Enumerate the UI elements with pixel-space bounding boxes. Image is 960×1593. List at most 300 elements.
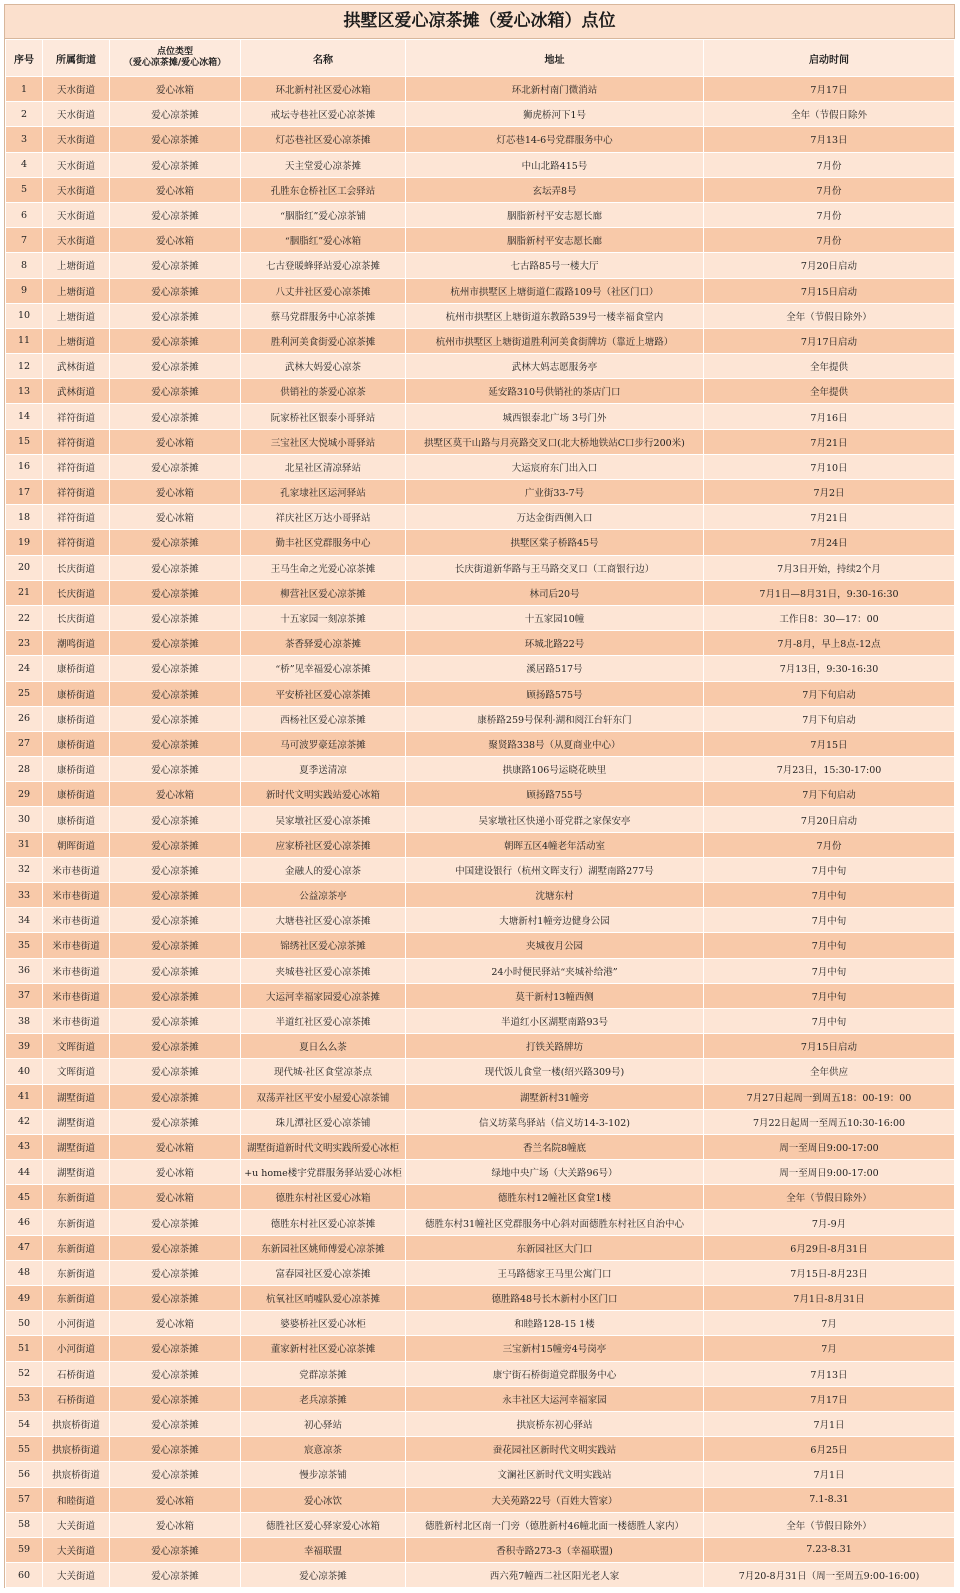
cell-address: 拱宸桥东初心驿站 — [406, 1411, 704, 1436]
cell-name: 幸福联盟 — [241, 1537, 406, 1562]
header-seq: 序号 — [6, 40, 43, 77]
cell-start-time: 全年（节假日除外） — [704, 1185, 955, 1210]
cell-seq: 21 — [6, 580, 43, 605]
cell-type: 爱心凉茶摊 — [110, 1109, 241, 1134]
table-row — [6, 505, 955, 530]
cell-seq: 36 — [6, 958, 43, 983]
cell-start-time: 7.1-8.31 — [704, 1487, 955, 1512]
table-row — [6, 354, 955, 379]
cell-street: 石桥街道 — [43, 1386, 110, 1411]
cell-street: 康桥街道 — [43, 681, 110, 706]
cell-start-time: 7月-9月 — [704, 1210, 955, 1235]
cell-street: 大关街道 — [43, 1563, 110, 1588]
table-body — [6, 77, 955, 1588]
cell-start-time: 工作日8：30—17：00 — [704, 605, 955, 630]
table-row — [6, 1462, 955, 1487]
cell-type: 爱心凉茶摊 — [110, 681, 241, 706]
cell-address: 和睦路128-15 1楼 — [406, 1311, 704, 1336]
cell-type: 爱心凉茶摊 — [110, 303, 241, 328]
cell-type: 爱心凉茶摊 — [110, 253, 241, 278]
cell-street: 潮鸣街道 — [43, 631, 110, 656]
table-row — [6, 1260, 955, 1285]
cell-street: 天水街道 — [43, 102, 110, 127]
cell-address: 万达金街西侧入口 — [406, 505, 704, 530]
cell-seq: 52 — [6, 1361, 43, 1386]
cell-seq: 60 — [6, 1563, 43, 1588]
cell-street: 康桥街道 — [43, 757, 110, 782]
table-row — [6, 1210, 955, 1235]
cell-start-time: 7月27日起周一到周五18：00-19：00 — [704, 1084, 955, 1109]
cell-address: 长庆街道新华路与王马路交叉口（工商银行边） — [406, 555, 704, 580]
cell-address: 广业街33-7号 — [406, 480, 704, 505]
table-row — [6, 454, 955, 479]
cell-name: 十五家园一刻凉茶摊 — [241, 605, 406, 630]
cell-name: 勤丰社区党群服务中心 — [241, 530, 406, 555]
cell-name: 胜利河美食街爱心凉茶摊 — [241, 328, 406, 353]
cell-seq: 23 — [6, 631, 43, 656]
cell-seq: 35 — [6, 933, 43, 958]
cell-seq: 10 — [6, 303, 43, 328]
cell-type: 爱心凉茶摊 — [110, 1437, 241, 1462]
cell-start-time: 7月1日-8月31日 — [704, 1286, 955, 1311]
cell-type: 爱心凉茶摊 — [110, 631, 241, 656]
cell-address: 德胜新村北区南一门旁（德胜新村46幢北面一楼德胜人家内） — [406, 1512, 704, 1537]
cell-type: 爱心凉茶摊 — [110, 731, 241, 756]
cell-street: 和睦街道 — [43, 1487, 110, 1512]
cell-start-time: 全年提供 — [704, 379, 955, 404]
cell-name: 三宝社区大悦城小哥驿站 — [241, 429, 406, 454]
cell-seq: 58 — [6, 1512, 43, 1537]
cell-type: 爱心凉茶摊 — [110, 1563, 241, 1588]
cell-name: 夹城巷社区爱心凉茶摊 — [241, 958, 406, 983]
cell-address: 七古路85号一楼大厅 — [406, 253, 704, 278]
cell-address: 延安路310号供销社的茶店门口 — [406, 379, 704, 404]
cell-street: 石桥街道 — [43, 1361, 110, 1386]
cell-address: 拱墅区棠子桥路45号 — [406, 530, 704, 555]
cell-address: 香积寺路273-3（幸福联盟) — [406, 1537, 704, 1562]
cell-name: 婆婆桥社区爱心冰柜 — [241, 1311, 406, 1336]
cell-address: 中国建设银行（杭州文晖支行）湖墅南路277号 — [406, 857, 704, 882]
cell-start-time: 7月下旬启动 — [704, 782, 955, 807]
cell-type: 爱心凉茶摊 — [110, 706, 241, 731]
cell-start-time: 7月20日启动 — [704, 253, 955, 278]
table-row — [6, 681, 955, 706]
cell-type: 爱心冰箱 — [110, 1311, 241, 1336]
cell-seq: 30 — [6, 807, 43, 832]
cell-street: 拱宸桥街道 — [43, 1437, 110, 1462]
cell-name: 蔡马党群服务中心凉茶摊 — [241, 303, 406, 328]
table-row — [6, 328, 955, 353]
cell-start-time: 全年供应 — [704, 1059, 955, 1084]
cell-address: 胭脂新村平安志愿长廊 — [406, 228, 704, 253]
cell-street: 天水街道 — [43, 177, 110, 202]
cell-street: 长庆街道 — [43, 605, 110, 630]
cell-address: 东新园社区大门口 — [406, 1235, 704, 1260]
table-row — [6, 202, 955, 227]
table-row — [6, 1537, 955, 1562]
cell-type: 爱心冰箱 — [110, 782, 241, 807]
cell-street: 拱宸桥街道 — [43, 1411, 110, 1436]
cell-start-time: 7月23日，15:30-17:00 — [704, 757, 955, 782]
cell-start-time: 7月份 — [704, 832, 955, 857]
cell-type: 爱心凉茶摊 — [110, 354, 241, 379]
cell-name: 孔家埭社区运河驿站 — [241, 480, 406, 505]
cell-address: 朝晖五区4幢老年活动室 — [406, 832, 704, 857]
cell-type: 爱心冰箱 — [110, 505, 241, 530]
cell-start-time: 7月份 — [704, 177, 955, 202]
cell-seq: 41 — [6, 1084, 43, 1109]
cell-seq: 2 — [6, 102, 43, 127]
cell-start-time: 7月15日启动 — [704, 1034, 955, 1059]
cell-start-time: 6月29日-8月31日 — [704, 1235, 955, 1260]
cell-start-time: 7月下旬启动 — [704, 681, 955, 706]
cell-street: 大关街道 — [43, 1512, 110, 1537]
cell-name: 王马生命之光爱心凉茶摊 — [241, 555, 406, 580]
cell-address: 康宁街石桥街道党群服务中心 — [406, 1361, 704, 1386]
cell-name: 戒坛寺巷社区爱心凉茶摊 — [241, 102, 406, 127]
table-row — [6, 152, 955, 177]
table-row — [6, 832, 955, 857]
cell-start-time: 周一至周日9:00-17:00 — [704, 1134, 955, 1159]
cell-seq: 50 — [6, 1311, 43, 1336]
cell-seq: 3 — [6, 127, 43, 152]
cell-name: “桥”见幸福爱心凉茶摊 — [241, 656, 406, 681]
cell-seq: 1 — [6, 77, 43, 102]
cell-seq: 26 — [6, 706, 43, 731]
cell-name: 吴家墩社区爱心凉茶摊 — [241, 807, 406, 832]
cell-address: 灯芯巷14-6号党群服务中心 — [406, 127, 704, 152]
cell-start-time: 7月-8月，早上8点-12点 — [704, 631, 955, 656]
cell-start-time: 7月20日启动 — [704, 807, 955, 832]
cell-seq: 11 — [6, 328, 43, 353]
cell-type: 爱心凉茶摊 — [110, 1260, 241, 1285]
table-row — [6, 1563, 955, 1588]
cell-address: 三宝新村15幢旁4号岗亭 — [406, 1336, 704, 1361]
cell-address: 沈塘东村 — [406, 883, 704, 908]
cell-type: 爱心凉茶摊 — [110, 127, 241, 152]
cell-type: 爱心冰箱 — [110, 228, 241, 253]
cell-name: 宸意凉茶 — [241, 1437, 406, 1462]
table-row — [6, 1311, 955, 1336]
table-row — [6, 77, 955, 102]
table-row — [6, 1411, 955, 1436]
cell-type: 爱心凉茶摊 — [110, 328, 241, 353]
cell-address: 康桥路259号保利·湖和阅江台轩东门 — [406, 706, 704, 731]
table-row — [6, 757, 955, 782]
cell-street: 湖墅街道 — [43, 1109, 110, 1134]
cell-type: 爱心凉茶摊 — [110, 807, 241, 832]
table-row — [6, 303, 955, 328]
cell-street: 康桥街道 — [43, 782, 110, 807]
cell-name: 夏季送清凉 — [241, 757, 406, 782]
table-row — [6, 857, 955, 882]
cell-type: 爱心冰箱 — [110, 1487, 241, 1512]
cell-address: 西六苑7幢西二社区阳光老人家 — [406, 1563, 704, 1588]
cell-address: 永丰社区大运河幸福家园 — [406, 1386, 704, 1411]
cell-type: 爱心凉茶摊 — [110, 454, 241, 479]
cell-seq: 43 — [6, 1134, 43, 1159]
cell-type: 爱心冰箱 — [110, 1512, 241, 1537]
cell-start-time: 7月10日 — [704, 454, 955, 479]
cell-start-time: 7月下旬启动 — [704, 706, 955, 731]
cell-address: 王马路德家王马里公寓门口 — [406, 1260, 704, 1285]
table-row — [6, 1437, 955, 1462]
table-row — [6, 555, 955, 580]
cell-start-time: 7月1日 — [704, 1462, 955, 1487]
cell-name: 北星社区清凉驿站 — [241, 454, 406, 479]
table-row — [6, 1160, 955, 1185]
cell-street: 东新街道 — [43, 1260, 110, 1285]
cell-name: 武林大妈爱心凉茶 — [241, 354, 406, 379]
cell-street: 天水街道 — [43, 127, 110, 152]
cell-type: 爱心凉茶摊 — [110, 152, 241, 177]
cell-address: 大运宸府东门出入口 — [406, 454, 704, 479]
cell-address: 溪居路517号 — [406, 656, 704, 681]
cell-street: 祥符街道 — [43, 404, 110, 429]
cell-start-time: 7月1日—8月31日，9:30-16:30 — [704, 580, 955, 605]
cell-name: 珠儿潭社区爱心凉茶铺 — [241, 1109, 406, 1134]
table-row — [6, 883, 955, 908]
cell-street: 大关街道 — [43, 1537, 110, 1562]
table-row — [6, 480, 955, 505]
cell-name: 杭氧社区哨嘘队爱心凉茶摊 — [241, 1286, 406, 1311]
table-row — [6, 404, 955, 429]
cell-name: 新时代文明实践站爱心冰箱 — [241, 782, 406, 807]
cell-start-time: 7月1日 — [704, 1411, 955, 1436]
cell-street: 米市巷街道 — [43, 1008, 110, 1033]
cell-name: 茶香驿爱心凉茶摊 — [241, 631, 406, 656]
cell-address: 德胜路48号长木新村小区门口 — [406, 1286, 704, 1311]
cell-seq: 6 — [6, 202, 43, 227]
cell-type: 爱心凉茶摊 — [110, 1336, 241, 1361]
cell-seq: 33 — [6, 883, 43, 908]
cell-street: 米市巷街道 — [43, 908, 110, 933]
cell-type: 爱心凉茶摊 — [110, 958, 241, 983]
cell-seq: 53 — [6, 1386, 43, 1411]
cell-type: 爱心凉茶摊 — [110, 1235, 241, 1260]
cell-type: 爱心凉茶摊 — [110, 580, 241, 605]
cell-seq: 45 — [6, 1185, 43, 1210]
cell-seq: 25 — [6, 681, 43, 706]
cell-start-time: 7月21日 — [704, 505, 955, 530]
cell-address: 顾扬路575号 — [406, 681, 704, 706]
cell-type: 爱心凉茶摊 — [110, 555, 241, 580]
table-row — [6, 1008, 955, 1033]
cell-name: 老兵凉茶摊 — [241, 1386, 406, 1411]
cell-address: 杭州市拱墅区上塘街道胜利河美食街牌坊（靠近上塘路） — [406, 328, 704, 353]
cell-name: “胭脂红”爱心凉茶铺 — [241, 202, 406, 227]
table-row — [6, 228, 955, 253]
header-street: 所属街道 — [43, 40, 110, 77]
cell-street: 天水街道 — [43, 228, 110, 253]
cell-street: 康桥街道 — [43, 807, 110, 832]
cell-address: 玄坛弄8号 — [406, 177, 704, 202]
header-type-line2: （爱心凉茶摊/爱心冰箱） — [123, 58, 227, 68]
cell-street: 长庆街道 — [43, 580, 110, 605]
cell-street: 米市巷街道 — [43, 958, 110, 983]
cell-address: 杭州市拱墅区上塘街道东教路539号一楼幸福食堂内 — [406, 303, 704, 328]
table-row — [6, 958, 955, 983]
cell-street: 米市巷街道 — [43, 857, 110, 882]
cell-start-time: 7月15日-8月23日 — [704, 1260, 955, 1285]
cell-address: 德胜东村31幢社区党群服务中心斜对面德胜东村社区自治中心 — [406, 1210, 704, 1235]
table-title: 拱墅区爱心凉茶摊（爱心冰箱）点位 — [5, 5, 954, 39]
table-row — [6, 1336, 955, 1361]
cell-address: 胭脂新村平安志愿长廊 — [406, 202, 704, 227]
table-row — [6, 1034, 955, 1059]
cell-address: 莫干新村13幢西侧 — [406, 983, 704, 1008]
cell-name: 阮家桥社区银泰小哥驿站 — [241, 404, 406, 429]
cell-type: 爱心冰箱 — [110, 77, 241, 102]
cell-start-time: 全年提供 — [704, 354, 955, 379]
cell-type: 爱心凉茶摊 — [110, 102, 241, 127]
cell-type: 爱心冰箱 — [110, 480, 241, 505]
table-row — [6, 1185, 955, 1210]
cell-name: 大运河幸福家园爱心凉茶摊 — [241, 983, 406, 1008]
cell-street: 祥符街道 — [43, 480, 110, 505]
table-row — [6, 605, 955, 630]
cell-seq: 12 — [6, 354, 43, 379]
cell-street: 天水街道 — [43, 202, 110, 227]
cell-start-time: 7月13日 — [704, 127, 955, 152]
table-row — [6, 807, 955, 832]
cell-type: 爱心凉茶摊 — [110, 1411, 241, 1436]
cell-address: 信义坊菜鸟驿站（信义坊14-3-102) — [406, 1109, 704, 1134]
cell-name: 湖墅街道新时代文明实践所爱心冰柜 — [241, 1134, 406, 1159]
cell-name: 爱心凉茶摊 — [241, 1563, 406, 1588]
table-row — [6, 1059, 955, 1084]
cell-seq: 44 — [6, 1160, 43, 1185]
cell-address: 拱墅区莫干山路与月亮路交叉口(北大桥地铁站C口步行200米) — [406, 429, 704, 454]
cell-street: 小河街道 — [43, 1311, 110, 1336]
cell-type: 爱心凉茶摊 — [110, 1386, 241, 1411]
cell-seq: 16 — [6, 454, 43, 479]
cell-street: 东新街道 — [43, 1185, 110, 1210]
cell-seq: 56 — [6, 1462, 43, 1487]
table-row — [6, 253, 955, 278]
cell-type: 爱心凉茶摊 — [110, 1537, 241, 1562]
table-row — [6, 429, 955, 454]
cell-type: 爱心凉茶摊 — [110, 278, 241, 303]
cell-street: 文晖街道 — [43, 1034, 110, 1059]
cell-seq: 57 — [6, 1487, 43, 1512]
cell-seq: 13 — [6, 379, 43, 404]
cell-type: 爱心冰箱 — [110, 429, 241, 454]
cell-seq: 42 — [6, 1109, 43, 1134]
cell-type: 爱心凉茶摊 — [110, 857, 241, 882]
table-row — [6, 278, 955, 303]
cell-name: 马可波罗豪廷凉茶摊 — [241, 731, 406, 756]
cell-start-time: 7月15日启动 — [704, 278, 955, 303]
cell-seq: 31 — [6, 832, 43, 857]
cell-street: 天水街道 — [43, 77, 110, 102]
cell-name: 双荡弄社区平安小屋爱心凉茶铺 — [241, 1084, 406, 1109]
cell-address: 夹城夜月公园 — [406, 933, 704, 958]
header-type — [110, 40, 241, 77]
cell-type: 爱心凉茶摊 — [110, 379, 241, 404]
cell-street: 上塘街道 — [43, 278, 110, 303]
header-address: 地址 — [406, 40, 704, 77]
cell-address: 聚贤路338号（从夏商业中心） — [406, 731, 704, 756]
cell-seq: 5 — [6, 177, 43, 202]
cell-start-time: 7月13日，9:30-16:30 — [704, 656, 955, 681]
table-row — [6, 1109, 955, 1134]
cell-start-time: 7月3日开始，持续2个月 — [704, 555, 955, 580]
cell-type: 爱心冰箱 — [110, 1185, 241, 1210]
cell-street: 小河街道 — [43, 1336, 110, 1361]
cell-name: 天主堂爱心凉茶摊 — [241, 152, 406, 177]
cell-start-time: 全年（节假日除外） — [704, 303, 955, 328]
cell-type: 爱心凉茶摊 — [110, 202, 241, 227]
cell-start-time: 7月17日启动 — [704, 328, 955, 353]
cell-street: 康桥街道 — [43, 706, 110, 731]
cell-start-time: 7月份 — [704, 202, 955, 227]
cell-name: 现代城·社区食堂凉茶点 — [241, 1059, 406, 1084]
locations-table — [5, 39, 955, 1588]
cell-seq: 54 — [6, 1411, 43, 1436]
cell-seq: 22 — [6, 605, 43, 630]
cell-seq: 4 — [6, 152, 43, 177]
table-row — [6, 908, 955, 933]
cell-address: 狮虎桥河下1号 — [406, 102, 704, 127]
table-row — [6, 127, 955, 152]
table-row — [6, 631, 955, 656]
cell-name: 德胜东村社区爱心凉茶摊 — [241, 1210, 406, 1235]
cell-start-time: 7月21日 — [704, 429, 955, 454]
cell-start-time: 全年（节假日除外 — [704, 102, 955, 127]
cell-address: 香兰名院8幢底 — [406, 1134, 704, 1159]
cell-seq: 8 — [6, 253, 43, 278]
cell-seq: 51 — [6, 1336, 43, 1361]
table-row — [6, 706, 955, 731]
cell-start-time: 7月份 — [704, 228, 955, 253]
table-row — [6, 1361, 955, 1386]
cell-type: 爱心凉茶摊 — [110, 1034, 241, 1059]
cell-street: 米市巷街道 — [43, 933, 110, 958]
cell-name: 七古登暖蜂驿站爱心凉茶摊 — [241, 253, 406, 278]
cell-street: 文晖街道 — [43, 1059, 110, 1084]
cell-seq: 7 — [6, 228, 43, 253]
table-row — [6, 1487, 955, 1512]
cell-seq: 40 — [6, 1059, 43, 1084]
cell-start-time: 7月2日 — [704, 480, 955, 505]
table-row — [6, 379, 955, 404]
cell-name: 环北新村社区爱心冰箱 — [241, 77, 406, 102]
header-name: 名称 — [241, 40, 406, 77]
cell-street: 东新街道 — [43, 1210, 110, 1235]
cell-seq: 49 — [6, 1286, 43, 1311]
cell-start-time: 7月20-8月31日（周一至周五9:00-16:00) — [704, 1563, 955, 1588]
table-row — [6, 1386, 955, 1411]
cell-street: 上塘街道 — [43, 303, 110, 328]
cell-seq: 46 — [6, 1210, 43, 1235]
cell-start-time: 7月22日起周一至周五10:30-16:00 — [704, 1109, 955, 1134]
cell-type: 爱心凉茶摊 — [110, 1286, 241, 1311]
cell-address: 半道红小区湖墅南路93号 — [406, 1008, 704, 1033]
cell-address: 顾扬路755号 — [406, 782, 704, 807]
cell-address: 大塘新村1幢旁边健身公园 — [406, 908, 704, 933]
cell-seq: 27 — [6, 731, 43, 756]
cell-address: 十五家园10幢 — [406, 605, 704, 630]
cell-name: 慢步凉茶铺 — [241, 1462, 406, 1487]
cell-address: 环城北路22号 — [406, 631, 704, 656]
cell-street: 米市巷街道 — [43, 883, 110, 908]
cell-type: 爱心凉茶摊 — [110, 908, 241, 933]
cell-name: 大塘巷社区爱心凉茶摊 — [241, 908, 406, 933]
cell-type: 爱心凉茶摊 — [110, 1059, 241, 1084]
cell-street: 祥符街道 — [43, 429, 110, 454]
cell-start-time: 7月中旬 — [704, 1008, 955, 1033]
